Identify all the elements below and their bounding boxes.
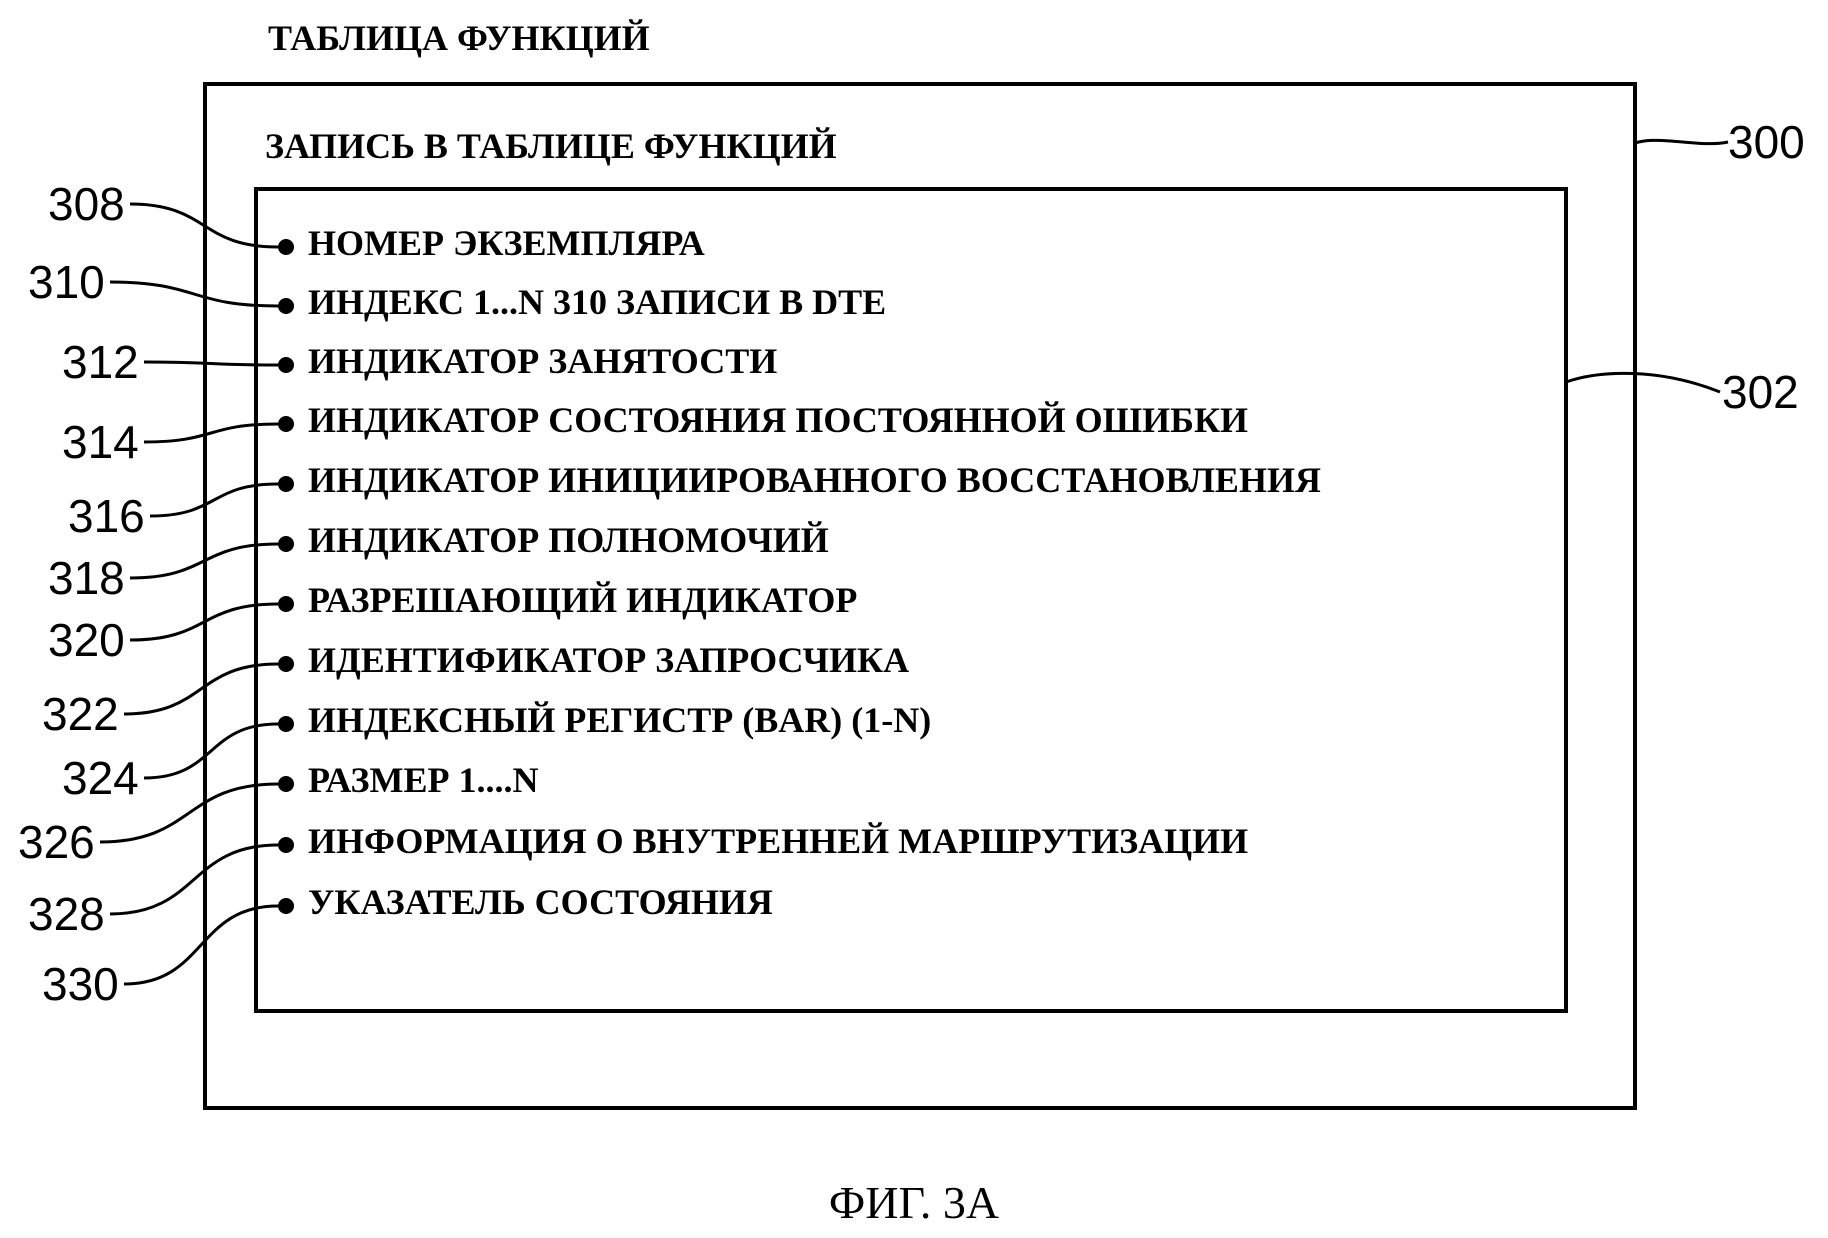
field-bullet [278,239,294,255]
ref-302-leader [1566,373,1720,392]
field-ref-312: 312 [62,336,139,388]
field-label-316: ИНДИКАТОР ИНИЦИИРОВАННОГО ВОССТАНОВЛЕНИЯ [308,460,1321,500]
field-label-310: ИНДЕКС 1...N 310 ЗАПИСИ В DTE [308,282,887,322]
field-leader-328 [110,845,278,914]
field-ref-308: 308 [48,178,125,230]
field-label-314: ИНДИКАТОР СОСТОЯНИЯ ПОСТОЯННОЙ ОШИБКИ [308,400,1249,440]
field-label-318: ИНДИКАТОР ПОЛНОМОЧИЙ [308,520,829,560]
field-ref-326: 326 [18,816,95,868]
field-ref-310: 310 [28,256,105,308]
field-bullet [278,776,294,792]
field-bullet [278,357,294,373]
field-label-322: ИДЕНТИФИКАТОР ЗАПРОСЧИКА [308,640,910,680]
field-ref-328: 328 [28,888,105,940]
field-ref-322: 322 [42,688,119,740]
field-label-330: УКАЗАТЕЛЬ СОСТОЯНИЯ [308,882,773,922]
field-bullet [278,298,294,314]
inner-title: ЗАПИСЬ В ТАБЛИЦЕ ФУНКЦИЙ [265,126,837,166]
field-label-320: РАЗРЕШАЮЩИЙ ИНДИКАТОР [308,580,858,620]
outer-title: ТАБЛИЦА ФУНКЦИЙ [268,18,650,58]
field-bullet [278,536,294,552]
field-leader-316 [150,484,278,516]
ref-300-leader [1635,140,1728,143]
field-label-312: ИНДИКАТОР ЗАНЯТОСТИ [308,341,778,381]
field-ref-324: 324 [62,752,139,804]
field-bullet [278,837,294,853]
ref-300-label: 300 [1728,116,1805,168]
field-label-324: ИНДЕКСНЫЙ РЕГИСТР (BAR) (1-N) [308,700,932,740]
field-label-326: РАЗМЕР 1....N [308,760,539,800]
field-bullet [278,416,294,432]
field-bullet [278,656,294,672]
field-label-328: ИНФОРМАЦИЯ О ВНУТРЕННЕЙ МАРШРУТИЗАЦИИ [308,821,1249,861]
field-bullet [278,716,294,732]
field-leader-310 [110,282,278,306]
field-ref-316: 316 [68,490,145,542]
field-ref-320: 320 [48,614,125,666]
field-ref-318: 318 [48,552,125,604]
field-bullet [278,476,294,492]
field-label-308: НОМЕР ЭКЗЕМПЛЯРА [308,223,705,263]
field-list [18,178,1321,1010]
field-bullet [278,596,294,612]
ref-302-label: 302 [1722,366,1799,418]
field-ref-330: 330 [42,958,119,1010]
field-bullet [278,898,294,914]
field-ref-314: 314 [62,416,139,468]
figure-caption: ФИГ. 3А [828,1177,1000,1228]
